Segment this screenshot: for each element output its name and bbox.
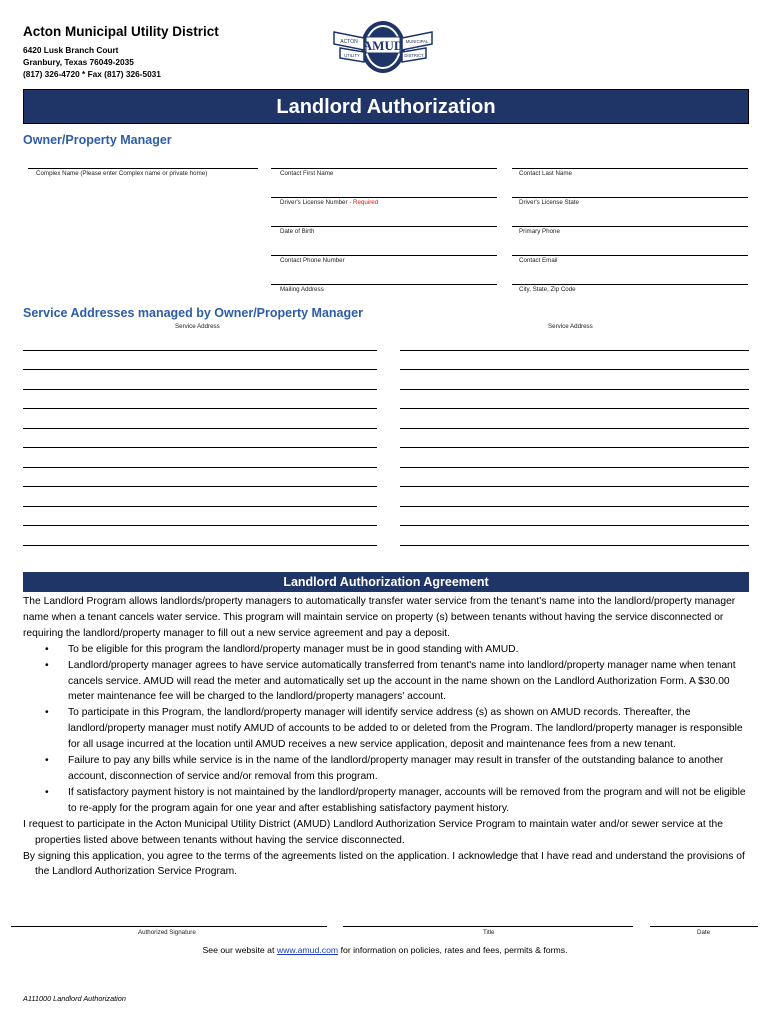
primary-phone-label: Primary Phone (519, 228, 560, 235)
service-address-field[interactable] (23, 506, 377, 507)
website-link[interactable]: www.amud.com (276, 945, 339, 955)
agreement-bullets (23, 642, 751, 817)
city-state-zip-field[interactable] (512, 284, 748, 285)
complex-name-field[interactable] (28, 168, 258, 169)
signing-acknowledgement: By signing this application, you agree to the terms of the agreements listed on the application. I acknowledge that I have read and understand the provisions of the Landlord Authorization Service Program. (23, 850, 745, 878)
service-address-field[interactable] (23, 447, 377, 448)
service-address-field[interactable] (400, 447, 749, 448)
service-address-col-left-label: Service Address (175, 323, 220, 330)
agreement-heading: Landlord Authorization Agreement (23, 572, 749, 592)
service-address-field[interactable] (23, 350, 377, 351)
complex-name-label: Complex Name (Please enter Complex name or private home) (36, 170, 208, 177)
authorized-signature-field[interactable] (11, 926, 327, 927)
agreement-bullet: • Failure to pay any bills while service is in the name of the landlord/property manager may result in transfer of the outstanding balance to another account, disconnection of service and/or removal from this program. (45, 755, 724, 782)
owner-section-heading: Owner/Property Manager (23, 133, 172, 147)
service-address-field[interactable] (400, 545, 749, 546)
service-section-heading: Service Addresses managed by Owner/Property Manager (23, 306, 363, 320)
service-address-field[interactable] (400, 369, 749, 370)
service-address-field[interactable] (400, 486, 749, 487)
address-line-2: Granbury, Texas 76049-2035 (23, 57, 134, 67)
date-of-birth-field[interactable] (271, 226, 497, 227)
authorized-signature-label: Authorized Signature (138, 929, 196, 936)
agreement-intro: The Landlord Program allows landlords/property managers to automatically transfer water service from the tenant's name into the landlord/property manager name when a tenant cancels water service. This program will maintain service on property (s) between tenants without having the service disconnected or requiring the landlord/property manager to fill out a new service agreement and pay a deposit. (23, 596, 736, 639)
title-field[interactable] (343, 926, 633, 927)
service-address-field[interactable] (400, 389, 749, 390)
logo-ribbon-municipal: MUNICIPAL (405, 39, 429, 44)
agreement-bullet: • To be eligible for this program the landlord/property manager must be in good standing with AMUD. (45, 643, 519, 655)
service-address-field[interactable] (400, 525, 749, 526)
primary-phone-field[interactable] (512, 226, 748, 227)
drivers-license-number-label: Driver's License Number - Required (280, 199, 379, 206)
logo-ribbon-acton: ACTON (340, 39, 358, 45)
contact-email-label: Contact Email (519, 257, 558, 264)
org-name: Acton Municipal Utility District (23, 24, 219, 39)
service-address-field[interactable] (23, 525, 377, 526)
phone-fax-line: (817) 326-4720 * Fax (817) 326-5031 (23, 69, 161, 79)
service-address-field[interactable] (400, 350, 749, 351)
service-address-field[interactable] (23, 467, 377, 468)
contact-last-name-field[interactable] (512, 168, 748, 169)
agreement-bullet: • If satisfactory payment history is not maintained by the landlord/property manager, accounts will be removed from the program and will not be eligible to re-apply for the program again for one year and after establishing satisfactory payment history. (45, 786, 746, 814)
contact-phone-field[interactable] (271, 255, 497, 256)
service-address-field[interactable] (400, 408, 749, 409)
logo-ribbon-utility: UTILITY (344, 53, 360, 58)
agreement-bullet: • To participate in this Program, the landlord/property manager will identify service address (s) as shown on AMUD records. Thereafter, the landlord/property manager must notify AMUD of accounts to be added to or deleted from the Program. The landlord/property manager is responsible for all usage incurred at the location until AMUD receives a new service application, deposit and maintenance fees from a new tenant. (45, 707, 743, 751)
service-address-col-right-label: Service Address (548, 323, 593, 330)
amud-logo (330, 18, 436, 76)
page-title: Landlord Authorization (23, 89, 749, 124)
service-address-field[interactable] (23, 389, 377, 390)
contact-first-name-label: Contact First Name (280, 170, 334, 177)
address-line-1: 6420 Lusk Branch Court (23, 45, 119, 55)
service-address-field[interactable] (23, 369, 377, 370)
service-address-field[interactable] (400, 467, 749, 468)
city-state-zip-label: City, State, Zip Code (519, 286, 576, 293)
drivers-license-state-field[interactable] (512, 197, 748, 198)
logo-text: AMUD (362, 38, 404, 53)
service-address-field[interactable] (400, 428, 749, 429)
mailing-address-field[interactable] (271, 284, 497, 285)
service-address-field[interactable] (23, 545, 377, 546)
service-address-field[interactable] (23, 428, 377, 429)
website-note: See our website at www.amud.com for information on policies, rates and fees, permits & forms. (202, 945, 568, 955)
drivers-license-state-label: Driver's License State (519, 199, 579, 206)
form-number: A111000 Landlord Authorization (23, 994, 126, 1003)
date-of-birth-label: Date of Birth (280, 228, 315, 235)
contact-last-name-label: Contact Last Name (519, 170, 572, 177)
service-address-field[interactable] (400, 506, 749, 507)
contact-phone-label: Contact Phone Number (280, 257, 345, 264)
date-label: Date (697, 929, 711, 936)
contact-email-field[interactable] (512, 255, 748, 256)
contact-first-name-field[interactable] (271, 168, 497, 169)
title-label: Title (483, 929, 495, 936)
mailing-address-label: Mailing Address (280, 286, 324, 293)
agreement-text (23, 594, 751, 880)
date-field[interactable] (650, 926, 758, 927)
drivers-license-number-field[interactable] (271, 197, 497, 198)
service-address-field[interactable] (23, 486, 377, 487)
participation-request: I request to participate in the Acton Municipal Utility District (AMUD) Landlord Authorization Service Program to maintain water and/or sewer service at the properties listed above between tenants without having the service disconnected. (23, 818, 723, 846)
logo-ribbon-district: DISTRICT (404, 53, 424, 58)
agreement-bullet: • Landlord/property manager agrees to have service automatically transferred from tenant's name into landlord/property manager name when tenant cancels service. AMUD will read the meter and automatically set up the account in the name shown on the Landlord Authorization Form. A $30.00 meter maintenance fee will be charged to the landlord/property managers' account. (45, 659, 736, 703)
service-address-field[interactable] (23, 408, 377, 409)
required-marker: - Required (347, 199, 379, 206)
